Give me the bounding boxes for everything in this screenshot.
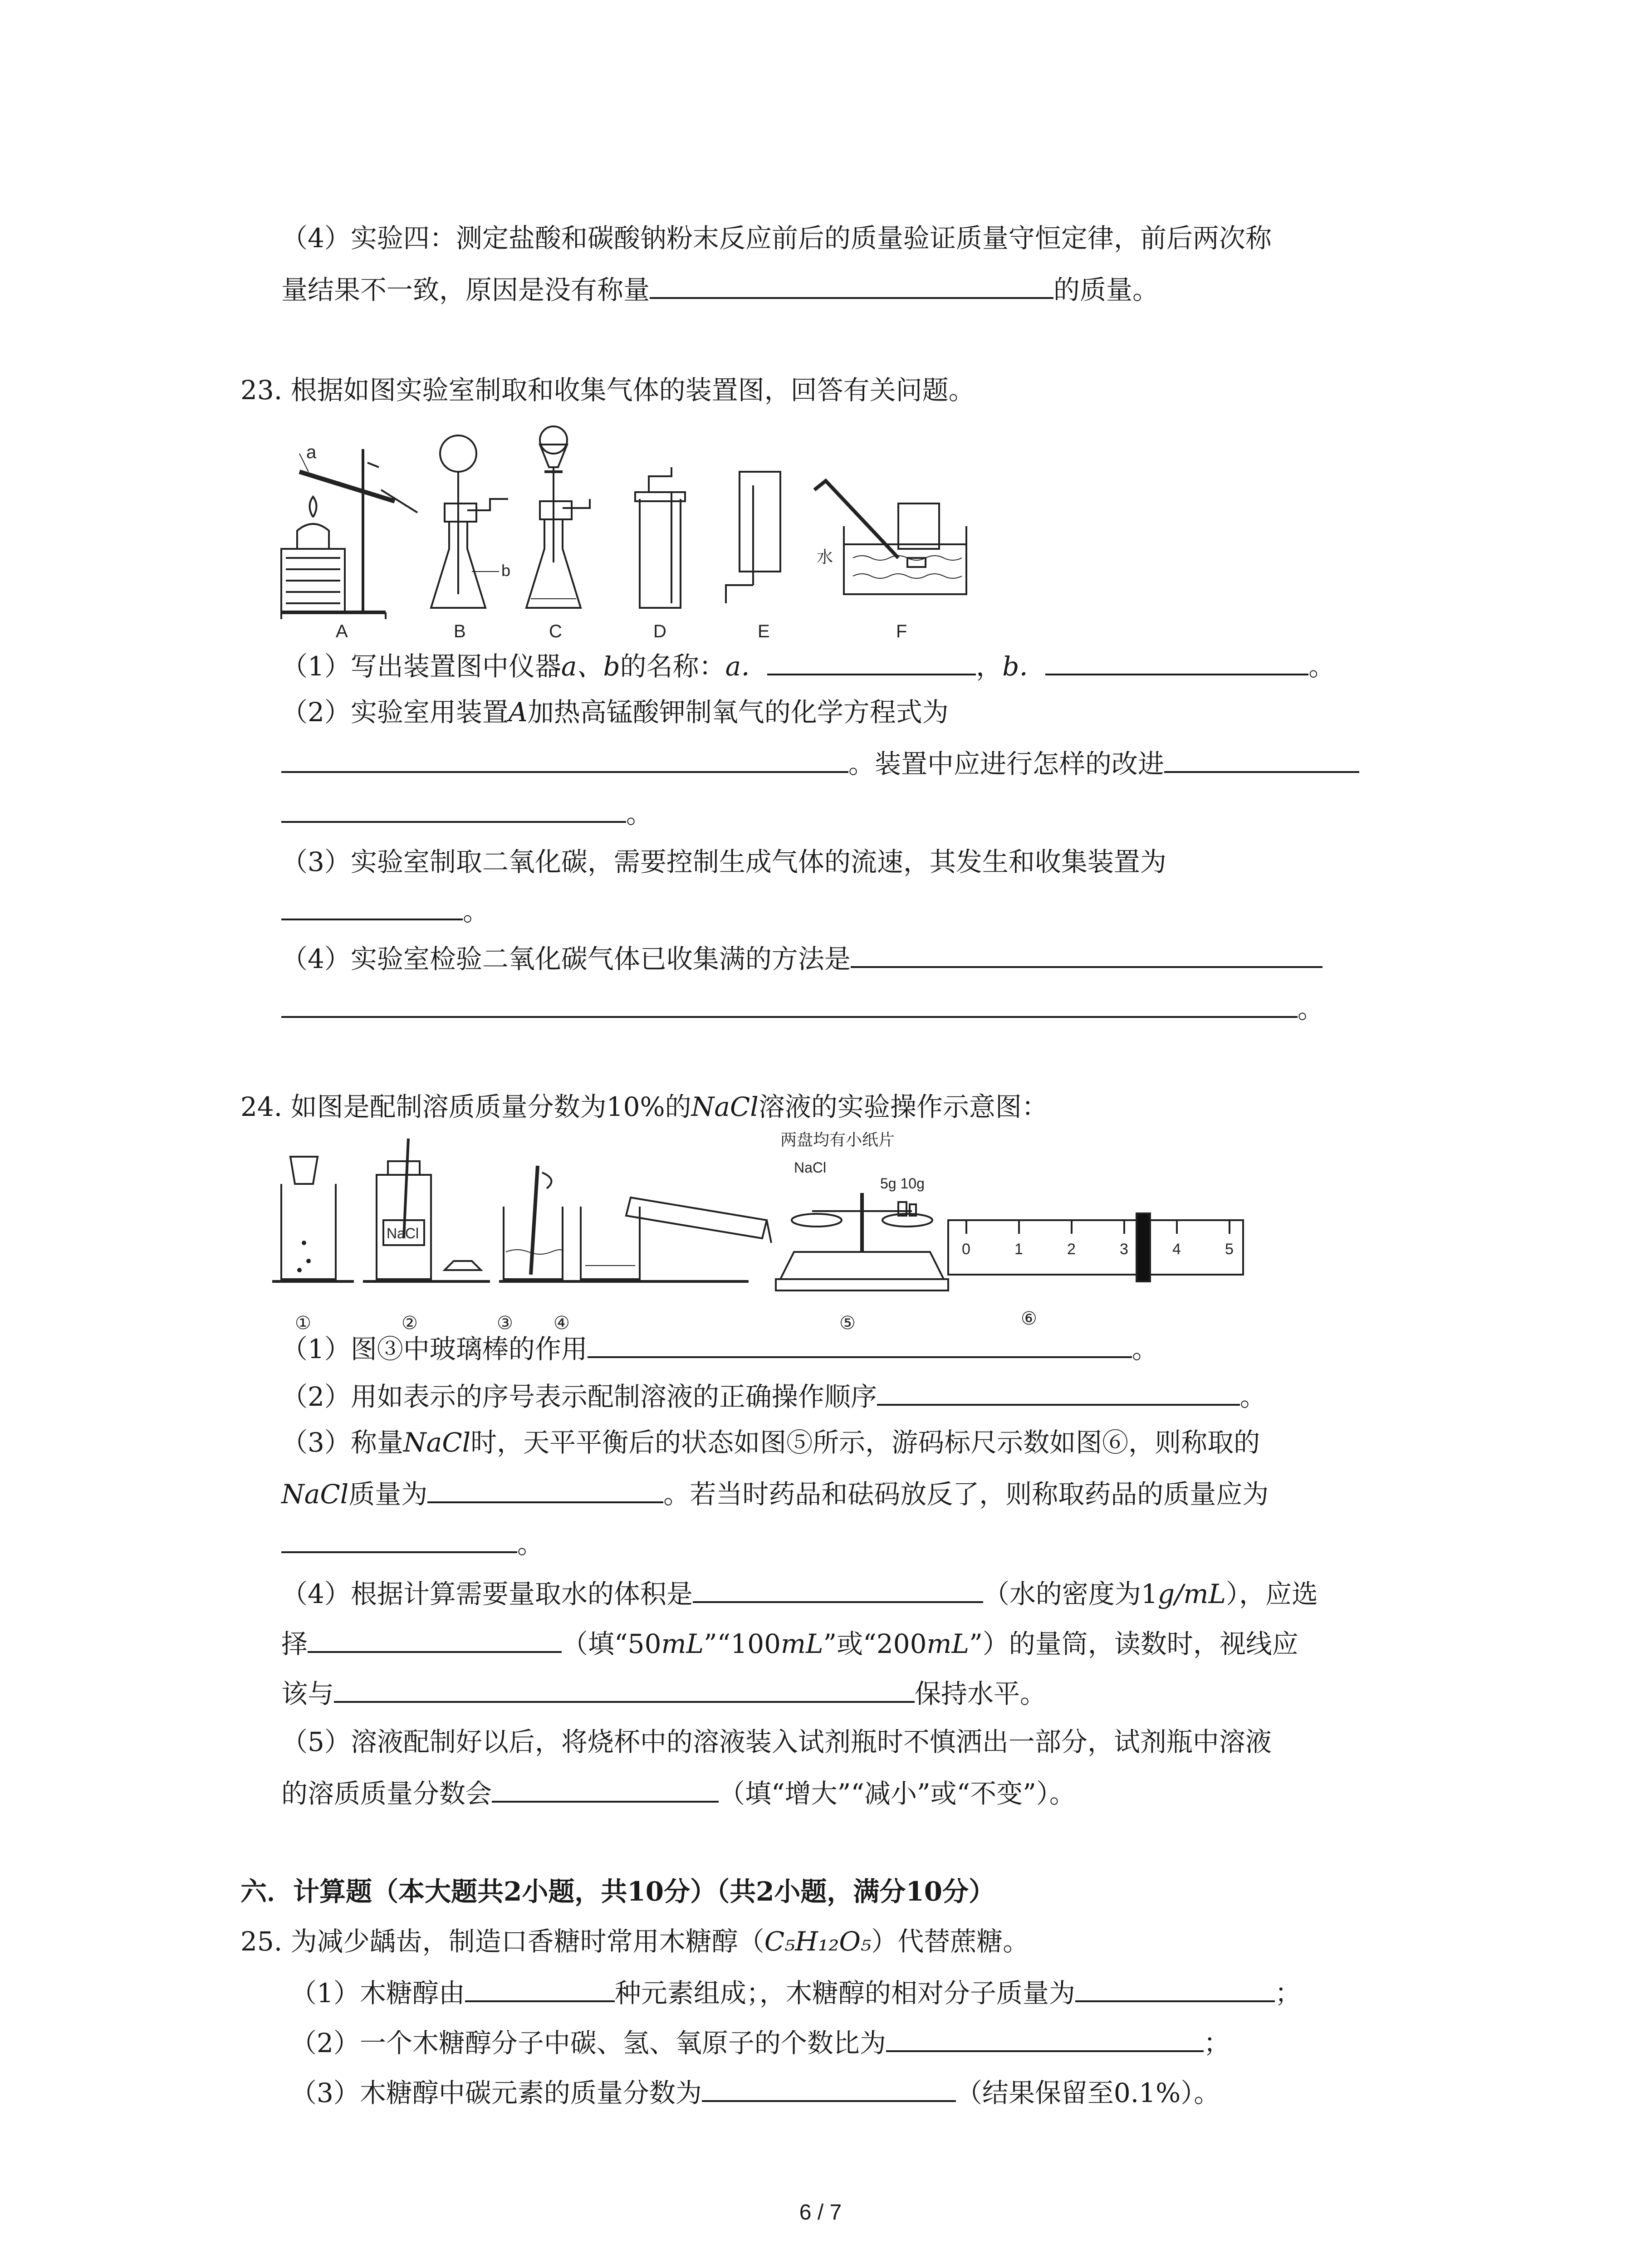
answer-blank[interactable] [877,1377,1240,1406]
answer-blank[interactable] [693,1574,983,1603]
q24-part5-line1: （5）溶液配制好以后，将烧杯中的溶液装入试剂瓶时不慎洒出一部分，试剂瓶中溶液 [281,1726,1272,1757]
num-1: ① [295,1313,311,1333]
q24-text: （水的密度为1 [983,1579,1158,1609]
q25-text: （结果保留至0.1%）。 [955,2077,1220,2108]
q24-var: mL [661,1628,704,1659]
q22-text: 量结果不一致，原因是没有称量 [281,274,650,305]
q24-text: ”）的量筒，读数时，视线应 [969,1628,1298,1659]
q24-stem [240,1089,1048,1125]
tick-4: 4 [1172,1241,1181,1258]
answer-blank[interactable] [281,794,626,823]
q24-part3-line1 [281,1424,1260,1461]
q25-text: （3）木糖醇中碳元素的质量分数为 [290,2077,702,2108]
q24-text: （2）用如表示的序号表示配制溶液的正确操作顺序 [281,1381,877,1412]
q25-text: ； [1203,2028,1230,2058]
label-D: D [653,621,666,640]
q24-text: 时，天平平衡后的状态如图⑤所示，游码标尺示数如图⑥，则称取的 [470,1427,1260,1458]
q24-text: （4）根据计算需要量取水的体积是 [281,1579,693,1609]
q23-part4-line1 [281,939,1323,977]
step4-pour [581,1198,771,1279]
answer-blank[interactable] [1045,646,1308,675]
q24-part4-line3 [281,1674,1046,1712]
q24-text: （填“增大”“减小”或“不变”）。 [719,1778,1076,1809]
q23-text: 。 [1298,993,1324,1024]
q23-text: ， [976,651,1003,682]
step6-rider-scale [948,1213,1243,1281]
num-3: ③ [497,1313,513,1333]
label-a: a [306,442,317,462]
num-5: ⑤ [839,1313,856,1333]
tick-2: 2 [1067,1241,1076,1258]
label-C: C [549,621,562,640]
q25-text: ）代替蔗糖。 [871,1926,1029,1957]
q24-part3-line3 [281,1524,544,1562]
label-B: B [454,621,466,640]
answer-blank[interactable] [492,1774,719,1803]
q24-text: 溶液的实验操作示意图： [758,1091,1048,1122]
q23-text: 。 [1308,651,1335,682]
tick-5: 5 [1225,1241,1234,1258]
apparatus-D [635,467,685,608]
num-4: ④ [554,1313,570,1333]
q24-part5-line2 [281,1774,1076,1812]
q23-part3-line2 [281,891,489,929]
label-E: E [758,621,770,640]
q23-var: a、b [561,651,620,682]
weights-label: 5g 10g [880,1175,925,1192]
step2-bottle [377,1139,481,1279]
q23-text: （4）实验室检验二氧化碳气体已收集满的方法是 [281,943,851,974]
q22-part4-line1 [281,220,1272,256]
q24-text: 。 [1239,1381,1266,1412]
q24-text: 保持水平。 [915,1678,1047,1709]
q25-text: 25. 为减少龋齿，制造口香糖时常用木糖醇（ [240,1926,764,1957]
q23-part2-line2 [281,744,1359,782]
answer-blank[interactable] [702,2073,956,2102]
q24-text: 。 [1132,1334,1158,1364]
label-water: 水 [817,547,833,566]
q23-text: 的名称： [620,651,725,682]
q25-text: ； [1274,1978,1301,2009]
q23-part3-line1: （3）实验室制取二氧化碳，需要控制生成气体的流速，其发生和收集装置为 [281,846,1166,877]
q25-stem [240,1923,1029,1960]
q24-text: 。若当时药品和砝码放反了，则称取药品的质量应为 [663,1479,1269,1510]
q24-text: 的溶质质量分数会 [281,1778,492,1809]
q24-text: ），应选 [1226,1579,1318,1609]
q24-text: 该与 [281,1678,334,1709]
q24-text: 。 [517,1529,544,1559]
q23-apparatus-figure [272,413,1452,641]
q24-var: NaCl [403,1427,471,1458]
answer-blank[interactable] [281,1524,517,1553]
q24-operation-figure [272,1129,1248,1340]
q24-text: ”或“200 [823,1628,927,1659]
apparatus-F [814,481,966,594]
num-6: ⑥ [1021,1309,1037,1329]
apparatus-C [526,426,590,608]
bottle-label: NaCl [387,1225,419,1242]
q24-text: 24. 如图是配制溶质质量分数为10%的 [240,1091,691,1122]
q22-text: （4）实验四：测定盐酸和碳酸钠粉末反应前后的质量验证质量守恒定律，前后两次称 [281,223,1272,254]
q23-part4-line2 [281,989,1324,1027]
q24-text: （1）图③中玻璃棒的作用 [281,1334,588,1364]
step3-beaker [504,1166,563,1279]
answer-blank[interactable] [281,744,848,773]
step1-beaker [281,1157,336,1279]
q23-part2-line3 [281,794,652,832]
q23-part2-line1 [281,694,949,730]
answer-blank[interactable] [851,939,1323,968]
q23-text: 。 [463,896,490,927]
label-b: b [501,561,511,580]
answer-blank[interactable] [650,270,1053,299]
section-heading: 六．计算题（本大题共2小题，共10分）（共2小题，满分10分） [240,1876,995,1907]
apparatus-E [726,472,780,603]
page-number: 6 / 7 [799,2200,842,2224]
num-2: ② [402,1313,418,1333]
answer-blank[interactable] [1075,1973,1275,2002]
answer-blank[interactable] [588,1329,1132,1358]
answer-blank[interactable] [465,1973,615,2002]
q23-text: 。装置中应进行怎样的改进 [848,748,1165,779]
q25-part3 [290,2073,1220,2111]
tick-3: 3 [1120,1241,1128,1258]
answer-blank[interactable] [334,1674,915,1703]
q24-part1 [281,1329,1158,1367]
answer-blank[interactable] [1164,744,1359,773]
apparatus-A [281,449,417,619]
label-F: F [896,621,907,640]
q24-var: NaCl [691,1091,759,1122]
q24-var: mL [926,1628,970,1659]
answer-blank[interactable] [886,2023,1204,2052]
q23-text: （1）写出装置图中仪器 [281,651,561,682]
q23-text: （2）实验室用装置 [281,697,509,728]
q24-var: mL [781,1628,823,1659]
answer-blank[interactable] [308,1624,562,1653]
q24-part4-line1 [281,1574,1318,1612]
q25-part1 [290,1973,1301,2011]
q24-var: g/mL [1157,1579,1226,1609]
answer-blank[interactable] [427,1474,663,1503]
apparatus-B [431,435,511,608]
q24-var: NaCl [281,1479,349,1510]
q24-part3-line2 [281,1474,1269,1512]
tick-1: 1 [1014,1241,1023,1258]
q23-part1 [281,646,1335,684]
q23-stem: 23. 根据如图实验室制取和收集气体的装置图，回答有关问题。 [240,375,975,406]
step5-balance [776,1193,948,1290]
answer-blank[interactable] [281,891,463,920]
q24-part2 [281,1377,1266,1415]
q25-formula: C₅H₁₂O₅ [764,1926,872,1957]
answer-blank[interactable] [281,989,1298,1018]
q25-text: 种元素组成；，木糖醇的相对分子质量为 [614,1978,1075,2009]
q22-text: 的质量。 [1053,274,1159,305]
q24-text: （填“50 [562,1628,661,1659]
q24-text: 质量为 [348,1479,428,1510]
q23-text: 加热高锰酸钾制氧气的化学方程式为 [527,697,949,728]
q25-part2 [290,2023,1230,2061]
q23-var: b． [1002,651,1046,682]
balance-nacl-label: NaCl [794,1159,827,1176]
answer-blank[interactable] [767,646,976,675]
q23-var: A [508,697,528,728]
q24-text: ”“100 [704,1628,781,1659]
tick-0: 0 [962,1241,970,1258]
q25-text: （1）木糖醇由 [290,1978,465,2009]
plates-note: 两盘均有小纸片 [780,1130,895,1149]
q23-var: a． [725,651,768,682]
q22-part4-line2 [281,270,1159,308]
q24-part4-line2 [281,1624,1298,1662]
q23-text: 。 [626,798,653,829]
q24-text: 择 [281,1628,308,1659]
label-A: A [336,621,348,640]
q24-text: （3）称量 [281,1427,403,1458]
q25-text: （2）一个木糖醇分子中碳、氢、氧原子的个数比为 [290,2028,886,2058]
